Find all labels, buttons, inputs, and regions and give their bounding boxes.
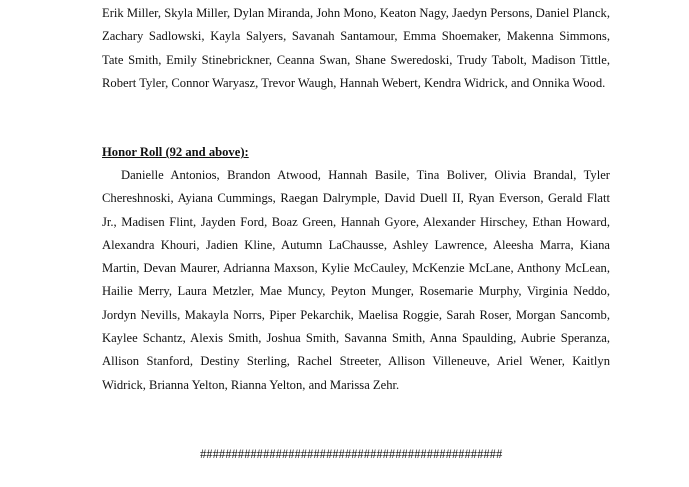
honor-roll-heading: Honor Roll (92 and above): (102, 145, 249, 159)
honor-roll-name-list: Danielle Antonios, Brandon Atwood, Hannah Basile, Tina Boliver, Olivia Brandal, Tyler Chereshnoski, Ayiana Cummings, Raegan Dalrymple, David Duell II, Ryan Everson, Gerald Flatt Jr., Madisen Flint, Jayden Ford, Boaz Green, Hannah Gyore, Alexander Hirschey, Ethan Howard, Alexandra Khouri, Jadien Kline, Autumn LaChausse, Ashley Lawrence, Aleesha Marra, Kiana Martin, Devan Maurer, Adrianna Maxson, Kylie McCauley, McKenzie McLane, Anthony McLean, Hailie Merry, Laura Metzler, Mae Muncy, Peyton Munger, Rosemarie Murphy, Virginia Neddo, Jordyn Nevills, Makayla Norrs, Piper Pekarchik, Maelisa Roggie, Sarah Roser, Morgan Sancomb, Kaylee Schantz, Alexis Smith, Joshua Smith, Savanna Smith, Anna Spaulding, Aubrie Speranza, Allison Stanford, Destiny Sterling, Rachel Streeter, Allison Villeneuve, Ariel Wener, Kaitlyn Widrick, Brianna Yelton, Rianna Yelton, and Marissa Zehr. (102, 168, 610, 392)
document-page (102, 0, 610, 95)
continued-name-list: Erik Miller, Skyla Miller, Dylan Miranda, John Mono, Keaton Nagy, Jaedyn Persons, Daniel Planck, Zachary Sadlowski, Kayla Salyers, Savanah Santamour, Emma Shoemaker, Makenna Simmons, Tate Smith, Emily Stinebrickner, Ceanna Swan, Shane Sweredoski, Trudy Tabolt, Madison Tittle, Robert Tyler, Connor Waryasz, Trevor Waugh, Hannah Webert, Kendra Widrick, and Onnika Wood. (102, 6, 610, 90)
end-divider: ################################################ (200, 447, 503, 461)
